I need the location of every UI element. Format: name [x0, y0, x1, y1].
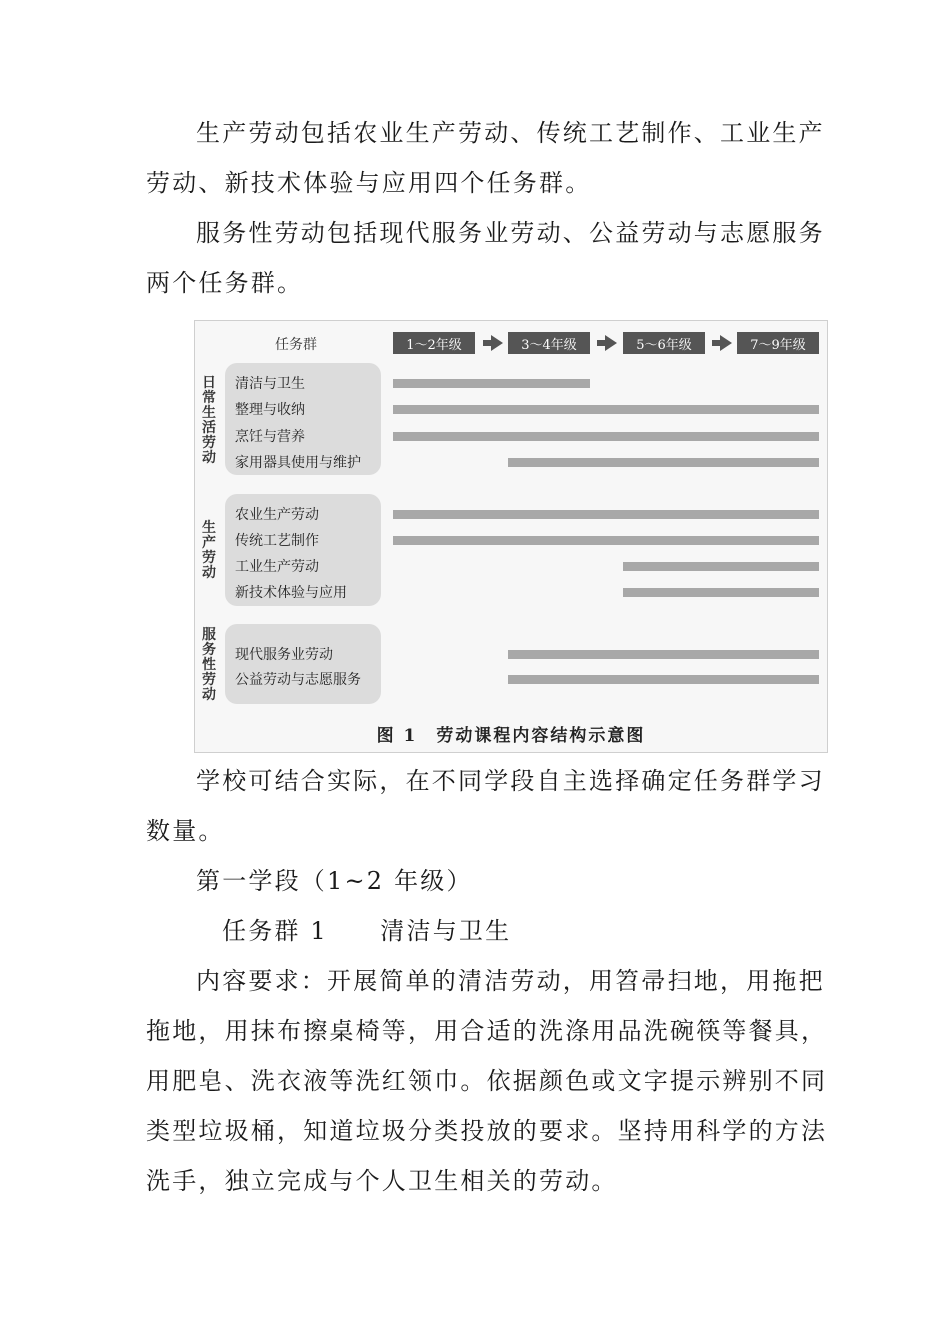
grade-range-bar	[623, 588, 819, 597]
paragraph-line: 内容要求：开展简单的清洁劳动，用笤帚扫地，用拖把	[196, 967, 825, 995]
task-name: 传统工艺制作	[235, 533, 319, 549]
grade-label: 3～4年级	[508, 332, 590, 354]
task-name: 新技术体验与应用	[235, 585, 347, 601]
task-name: 农业生产劳动	[235, 507, 319, 523]
arrow-icon	[720, 335, 732, 351]
paragraph-line: 数量。	[146, 817, 225, 845]
arrow-icon	[491, 335, 503, 351]
grade-range-bar	[393, 536, 819, 545]
grade-range-bar	[623, 562, 819, 571]
grade-range-bar	[508, 675, 819, 684]
grade-label: 7～9年级	[737, 332, 819, 354]
task-name: 现代服务业劳动	[235, 647, 333, 663]
paragraph-line: 劳动、新技术体验与应用四个任务群。	[146, 169, 592, 197]
task-name: 家用器具使用与维护	[235, 455, 361, 471]
task-group-heading: 任务群 1 清洁与卫生	[222, 917, 512, 945]
grade-label: 5～6年级	[623, 332, 705, 354]
paragraph-line: 拖地，用抹布擦桌椅等，用合适的洗涤用品洗碗筷等餐具，	[146, 1017, 828, 1045]
paragraph-line: 洗手，独立完成与个人卫生相关的劳动。	[146, 1167, 618, 1195]
paragraph-line: 服务性劳动包括现代服务业劳动、公益劳动与志愿服务	[196, 219, 825, 247]
arrow-icon	[605, 335, 617, 351]
grade-range-bar	[393, 379, 590, 388]
paragraph-line: 类型垃圾桶，知道垃圾分类投放的要求。坚持用科学的方法	[146, 1117, 828, 1145]
grade-range-bar	[508, 458, 819, 467]
grade-label: 1～2年级	[393, 332, 475, 354]
task-name: 清洁与卫生	[235, 376, 305, 392]
paragraph-line: 学校可结合实际，在不同学段自主选择确定任务群学习	[196, 767, 825, 795]
paragraph-line: 两个任务群。	[146, 269, 304, 297]
grade-range-bar	[393, 432, 819, 441]
task-name: 工业生产劳动	[235, 559, 319, 575]
grade-range-bar	[508, 650, 819, 659]
figure-caption: 图 1 劳动课程内容结构示意图	[376, 726, 646, 746]
grade-range-bar	[393, 510, 819, 519]
category-label: 日 常 生 活 劳 动	[202, 375, 216, 466]
paragraph-line: 生产劳动包括农业生产劳动、传统工艺制作、工业生产	[196, 119, 825, 147]
task-name: 整理与收纳	[235, 402, 305, 418]
task-name: 公益劳动与志愿服务	[235, 672, 361, 688]
paragraph-line: 用肥皂、洗衣液等洗红领巾。依据颜色或文字提示辨别不同	[146, 1067, 828, 1095]
task-group-box	[225, 624, 381, 704]
task-name: 烹饪与营养	[235, 429, 305, 445]
stage-heading: 第一学段（1~2 年级）	[196, 867, 473, 895]
category-label: 服 务 性 劳 动	[202, 627, 216, 703]
category-label: 生 产 劳 动	[202, 520, 216, 581]
course-structure-figure	[194, 320, 828, 753]
grade-range-bar	[393, 405, 819, 414]
figure-header: 任务群	[275, 337, 317, 353]
